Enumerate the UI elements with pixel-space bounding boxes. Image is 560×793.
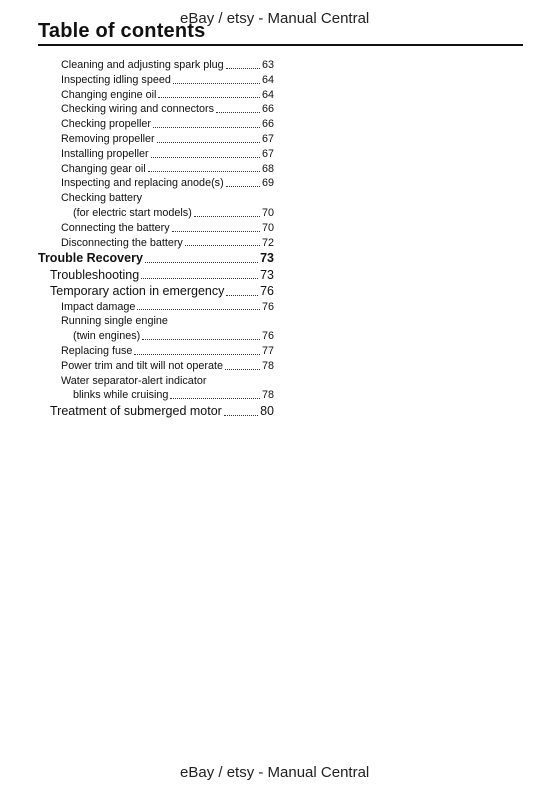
toc-entry-heading-line: Checking battery bbox=[61, 192, 143, 205]
toc-entry-label: Checking wiring and connectors bbox=[61, 103, 215, 116]
toc-subsection[interactable] bbox=[38, 403, 274, 419]
toc-entry-label: Changing engine oil bbox=[61, 88, 157, 101]
toc-leader bbox=[170, 398, 260, 399]
toc-entry-label: (twin engines) bbox=[73, 330, 141, 343]
toc-entry-label: Cleaning and adjusting spark plug bbox=[61, 59, 224, 71]
toc-entry-page: 78 bbox=[261, 359, 274, 372]
toc-entry-page: 66 bbox=[261, 118, 274, 131]
toc-entry[interactable] bbox=[38, 300, 274, 315]
toc-entry-page: 70 bbox=[261, 206, 274, 219]
toc-entry[interactable] bbox=[38, 132, 274, 147]
toc-entry-label: Changing gear oil bbox=[61, 162, 146, 175]
toc-entry[interactable] bbox=[38, 58, 274, 73]
toc-section-page: 73 bbox=[260, 251, 274, 266]
toc-entry-page: 64 bbox=[261, 88, 274, 101]
toc-entry[interactable] bbox=[38, 162, 274, 177]
page-title: Table of contents bbox=[38, 20, 206, 42]
toc-entry-label: Impact damage bbox=[61, 300, 136, 313]
toc-entry-label: blinks while cruising bbox=[73, 389, 169, 402]
toc-leader bbox=[151, 157, 260, 158]
toc-entry-page: 67 bbox=[261, 147, 274, 160]
toc-leader bbox=[225, 369, 260, 370]
toc-entry[interactable] bbox=[38, 221, 274, 236]
toc-entry-label: Connecting the battery bbox=[61, 221, 170, 234]
toc-leader bbox=[226, 295, 258, 296]
toc-entry-label: Removing propeller bbox=[61, 132, 155, 145]
toc-entry-page: 76 bbox=[261, 330, 274, 343]
toc-entry[interactable] bbox=[38, 236, 274, 251]
table-of-contents bbox=[38, 58, 274, 420]
toc-leader bbox=[134, 354, 260, 355]
toc-entry-page: 77 bbox=[261, 344, 274, 357]
toc-subsection-page: 73 bbox=[260, 267, 274, 282]
toc-entry-page: 66 bbox=[261, 103, 274, 116]
toc-entry[interactable] bbox=[38, 176, 274, 191]
toc-leader bbox=[141, 278, 258, 279]
toc-leader bbox=[157, 142, 260, 143]
toc-entry[interactable] bbox=[38, 359, 274, 374]
toc-subsection-label: Treatment of submerged motor bbox=[50, 404, 222, 419]
toc-entry[interactable] bbox=[38, 329, 274, 344]
toc-leader bbox=[173, 83, 260, 84]
toc-entry-page: 70 bbox=[261, 221, 274, 234]
toc-entry-page: 63 bbox=[261, 59, 274, 71]
toc-leader bbox=[216, 112, 260, 113]
toc-subsection-label: Temporary action in emergency bbox=[50, 284, 225, 299]
toc-subsection[interactable] bbox=[38, 267, 274, 283]
toc-leader bbox=[145, 262, 258, 263]
toc-section-label: Trouble Recovery bbox=[38, 251, 143, 266]
toc-entry-label: Inspecting and replacing anode(s) bbox=[61, 177, 224, 190]
toc-leader bbox=[137, 309, 260, 310]
watermark-top: eBay / etsy - Manual Central bbox=[180, 10, 370, 27]
watermark-bottom: eBay / etsy - Manual Central bbox=[180, 764, 370, 781]
toc-leader bbox=[226, 68, 260, 69]
toc-section[interactable] bbox=[38, 250, 274, 266]
toc-entry-label: Disconnecting the battery bbox=[61, 236, 183, 249]
toc-entry-label: Checking propeller bbox=[61, 118, 152, 131]
toc-entry-page: 68 bbox=[261, 162, 274, 175]
toc-entry-label: Inspecting idling speed bbox=[61, 73, 171, 86]
toc-leader bbox=[158, 97, 260, 98]
toc-leader bbox=[185, 245, 260, 246]
toc-entry[interactable] bbox=[38, 88, 274, 103]
toc-leader bbox=[194, 216, 260, 217]
toc-entry[interactable] bbox=[38, 73, 274, 88]
toc-leader bbox=[172, 231, 260, 232]
toc-entry-page: 64 bbox=[261, 73, 274, 86]
toc-entry[interactable] bbox=[38, 117, 274, 132]
toc-leader bbox=[224, 415, 258, 416]
toc-subsection-label: Troubleshooting bbox=[50, 267, 140, 282]
toc-entry-page: 69 bbox=[261, 177, 274, 190]
toc-entry-label: Power trim and tilt will not operate bbox=[61, 359, 224, 372]
toc-entry-heading-line: Water separator-alert indicator bbox=[61, 374, 207, 387]
toc-leader bbox=[148, 171, 260, 172]
toc-entry-label: Replacing fuse bbox=[61, 344, 133, 357]
toc-entry-page: 78 bbox=[261, 389, 274, 402]
toc-entry[interactable] bbox=[38, 206, 274, 221]
toc-subsection-page: 76 bbox=[260, 284, 274, 299]
title-rule bbox=[38, 44, 523, 46]
toc-entry-page: 72 bbox=[261, 236, 274, 249]
toc-leader bbox=[153, 127, 260, 128]
toc-leader bbox=[142, 339, 260, 340]
toc-leader bbox=[226, 186, 260, 187]
toc-entry[interactable] bbox=[38, 147, 274, 162]
toc-entry[interactable] bbox=[38, 344, 274, 359]
toc-subsection[interactable] bbox=[38, 283, 274, 299]
toc-entry-label: (for electric start models) bbox=[73, 206, 192, 219]
toc-entry[interactable] bbox=[38, 388, 274, 403]
toc-subsection-page: 80 bbox=[260, 404, 274, 419]
toc-entry-label: Installing propeller bbox=[61, 147, 149, 160]
toc-entry-heading-line: Running single engine bbox=[61, 315, 168, 328]
toc-entry[interactable] bbox=[38, 102, 274, 117]
toc-entry-page: 67 bbox=[261, 132, 274, 145]
toc-entry-page: 76 bbox=[261, 300, 274, 313]
